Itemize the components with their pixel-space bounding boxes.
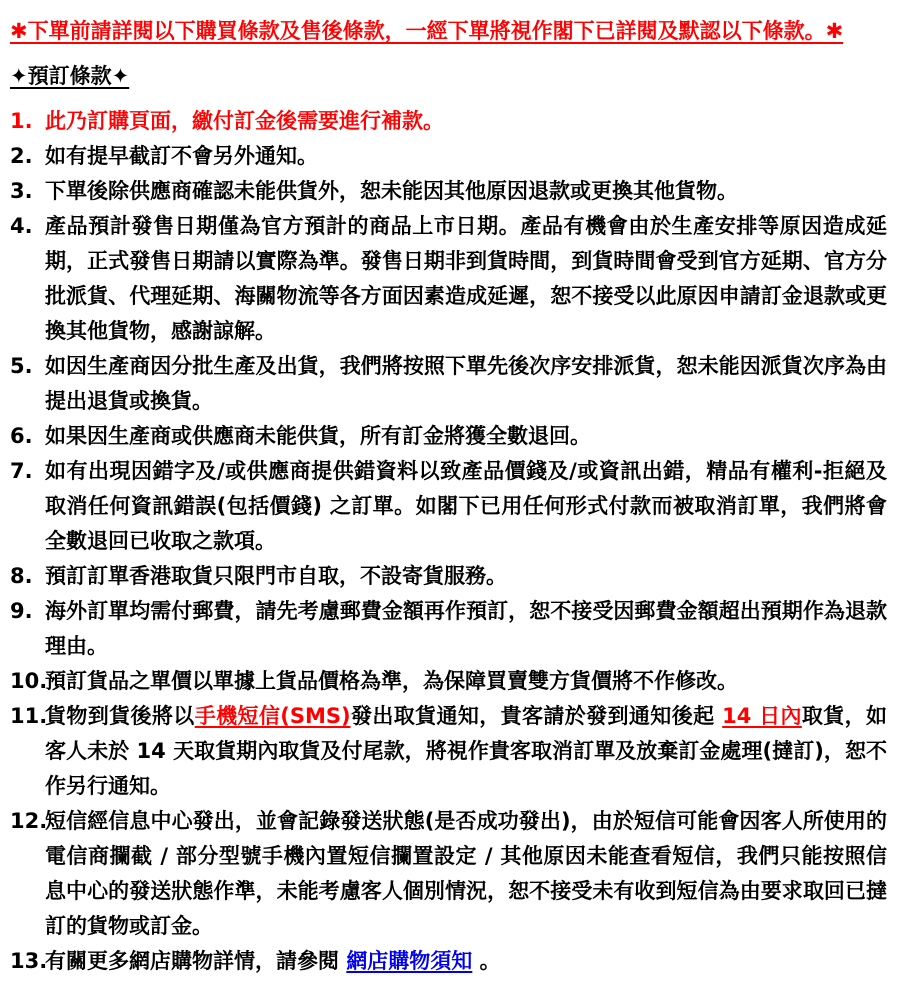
term-segment: 海外訂單均需付郵費，請先考慮郵費金額再作預訂，恕不接受因郵費金額超出預期作為退款理由。 xyxy=(45,599,887,658)
term-text xyxy=(45,104,887,139)
term-segment: 如果因生產商或供應商未能供貨，所有訂金將獲全數退回。 xyxy=(45,424,591,448)
term-number: 3. xyxy=(10,179,33,203)
term-item xyxy=(8,139,887,174)
term-item xyxy=(8,419,887,454)
term-segment: 預訂貨品之單價以單據上貨品價格為準，為保障買賣雙方貨價將不作修改。 xyxy=(45,669,738,693)
term-number: 6. xyxy=(10,424,33,448)
terms-list xyxy=(8,104,887,979)
term-number: 5. xyxy=(10,354,33,378)
term-segment: 有關更多網店購物詳情，請參閱 xyxy=(45,949,347,973)
term-number: 12. xyxy=(10,809,48,833)
term-segment: 14 日內 xyxy=(722,704,802,728)
term-segment: 貨物到貨後將以 xyxy=(45,704,195,728)
term-segment: 如有提早截訂不會另外通知。 xyxy=(45,144,318,168)
term-item xyxy=(8,454,887,559)
term-number: 9. xyxy=(10,599,33,623)
term-segment: 預訂訂單香港取貨只限門市自取，不設寄貨服務。 xyxy=(45,564,507,588)
term-number: 11. xyxy=(10,704,48,728)
term-segment: 此乃訂購頁面，繳付訂金後需要進行補款。 xyxy=(45,109,444,133)
term-segment: 。 xyxy=(472,949,501,973)
term-item xyxy=(8,349,887,419)
term-number: 4. xyxy=(10,214,33,238)
term-item xyxy=(8,559,887,594)
term-segment: 下單後除供應商確認未能供貨外，恕未能因其他原因退款或更換其他貨物。 xyxy=(45,179,738,203)
term-item xyxy=(8,664,887,699)
term-number: 1. xyxy=(10,109,33,133)
term-number: 7. xyxy=(10,459,33,483)
term-item xyxy=(8,944,887,979)
term-item xyxy=(8,104,887,139)
shop-guide-link[interactable]: 網店購物須知 xyxy=(346,949,473,973)
term-segment: 取貨，如客人未於 14 天取貨期內取貨及付尾款，將視作貴客取消訂單及放棄訂金處理(撻訂)，恕不作另行通知。 xyxy=(45,704,887,798)
term-item xyxy=(8,699,887,804)
term-segment: 如因生產商因分批生產及出貨，我們將按照下單先後次序安排派貨，恕未能因派貨次序為由提出退貨或換貨。 xyxy=(45,354,887,413)
term-segment: 如有出現因錯字及/或供應商提供錯資料以致產品價錢及/或資訊出錯，精品有權利-拒絕及取消任何資訊錯誤(包括價錢) 之訂單。如閣下已用任何形式付款而被取消訂單，我們將會全數退回已收取之款項。 xyxy=(45,459,887,553)
term-segment: 發出取貨通知，貴客請於發到通知後起 xyxy=(350,704,723,728)
term-text xyxy=(45,454,887,559)
term-text xyxy=(45,349,887,419)
term-text xyxy=(45,559,887,594)
term-text xyxy=(45,419,887,454)
term-item xyxy=(8,174,887,209)
term-number: 13. xyxy=(10,949,48,973)
term-text xyxy=(45,594,887,664)
term-number: 8. xyxy=(10,564,33,588)
term-text xyxy=(45,174,887,209)
term-text xyxy=(45,699,887,804)
term-segment: 產品預計發售日期僅為官方預計的商品上市日期。產品有機會由於生產安排等原因造成延期，正式發售日期請以實際為準。發售日期非到貨時間，到貨時間會受到官方延期、官方分批派貨、代理延期、海關物流等各方面因素造成延遲，恕不接受以此原因申請訂金退款或更換其他貨物，感謝諒解。 xyxy=(45,214,887,343)
term-text xyxy=(45,664,887,699)
term-text xyxy=(45,139,887,174)
term-segment: 短信經信息中心發出，並會記錄發送狀態(是否成功發出)，由於短信可能會因客人所使用的電信商攔截 / 部分型號手機內置短信攔置設定 / 其他原因未能查看短信，我們只能按照信息中心的發送狀態作準，未能考慮客人個別情況，恕不接受未有收到短信為由要求取回已撻訂的貨物或訂金。 xyxy=(45,809,887,938)
term-text xyxy=(45,944,887,979)
term-item xyxy=(8,209,887,349)
preorder-terms-title: ✦預訂條款✦ xyxy=(10,64,130,88)
purchase-notice-header: ✱下單前請詳閱以下購買條款及售後條款，一經下單將視作閣下已詳閱及默認以下條款。✱ xyxy=(10,19,844,43)
term-item xyxy=(8,594,887,664)
term-number: 10. xyxy=(10,669,48,693)
term-item xyxy=(8,804,887,944)
term-text xyxy=(45,209,887,349)
term-text xyxy=(45,804,887,944)
term-number: 2. xyxy=(10,144,33,168)
term-segment: 手機短信(SMS) xyxy=(194,704,351,728)
